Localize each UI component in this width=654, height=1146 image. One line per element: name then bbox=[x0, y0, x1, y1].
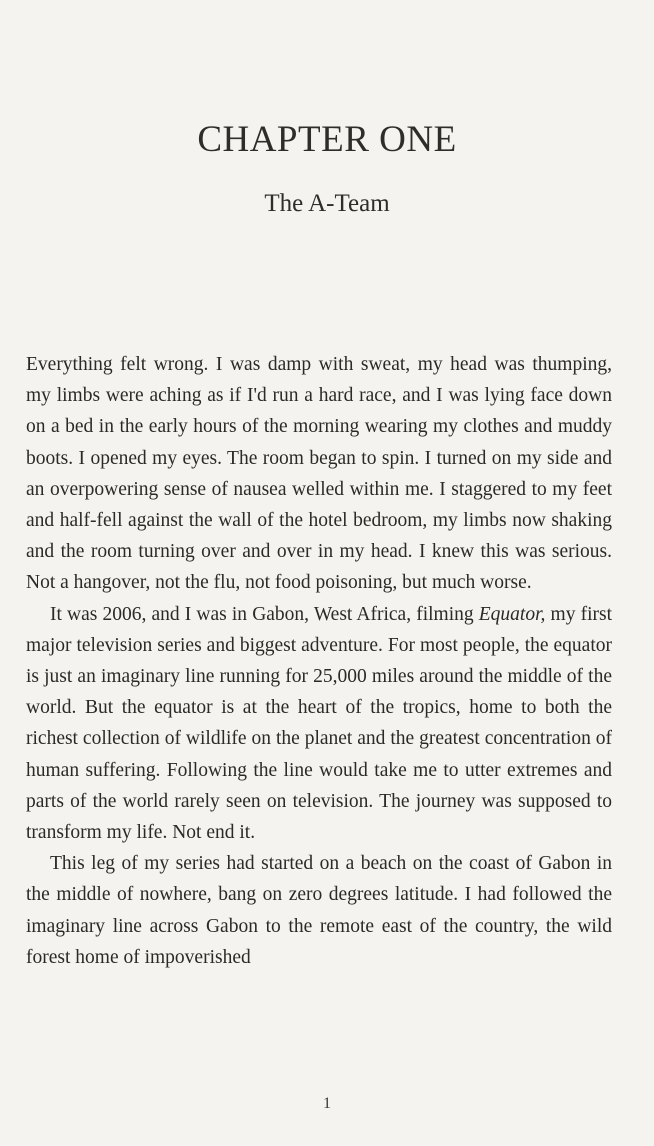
page-number: 1 bbox=[323, 1095, 331, 1112]
chapter-subtitle: The A-Team bbox=[264, 190, 390, 217]
paragraph: Everything felt wrong. I was damp with sweat, my head was thumping, my limbs were aching as if I'd run a hard race, and I was lying face down on a bed in the early hours of the morning wearing my clothes and muddy boots. I opened my eyes. The room began to spin. I turned on my side and an overpowering sense of nausea welled within me. I staggered to my feet and half-fell against the wall of the hotel bedroom, my limbs now shaking and the room turning over and over in my head. I knew this was serious. Not a hangover, not the flu, not food poisoning, but much worse. bbox=[26, 354, 612, 594]
paragraph-text: my first major television series and biggest adventure. For most people, the equator is just an imaginary line running for 25,000 miles around the middle of the world. But the equator is at the heart of the tropics, home to both the richest collection of wildlife on the planet and the greatest concentration of human suffering. Following the line would take me to utter extremes and parts of the world rarely seen on television. The journey was supposed to transform my life. Not end it. bbox=[26, 603, 612, 844]
paragraph-text: It was 2006, and I was in Gabon, West Africa, filming bbox=[50, 603, 479, 625]
paragraph: This leg of my series had started on a beach on the coast of Gabon in the middle of nowhere, bang on zero degrees latitude. I had followed the imaginary line across Gabon to the remote east of the country, the wild forest home of impoverished bbox=[26, 853, 612, 968]
chapter-body bbox=[26, 349, 612, 973]
paragraph bbox=[26, 599, 612, 849]
series-title: Equator, bbox=[478, 603, 546, 625]
chapter-heading: CHAPTER ONE bbox=[197, 119, 457, 160]
